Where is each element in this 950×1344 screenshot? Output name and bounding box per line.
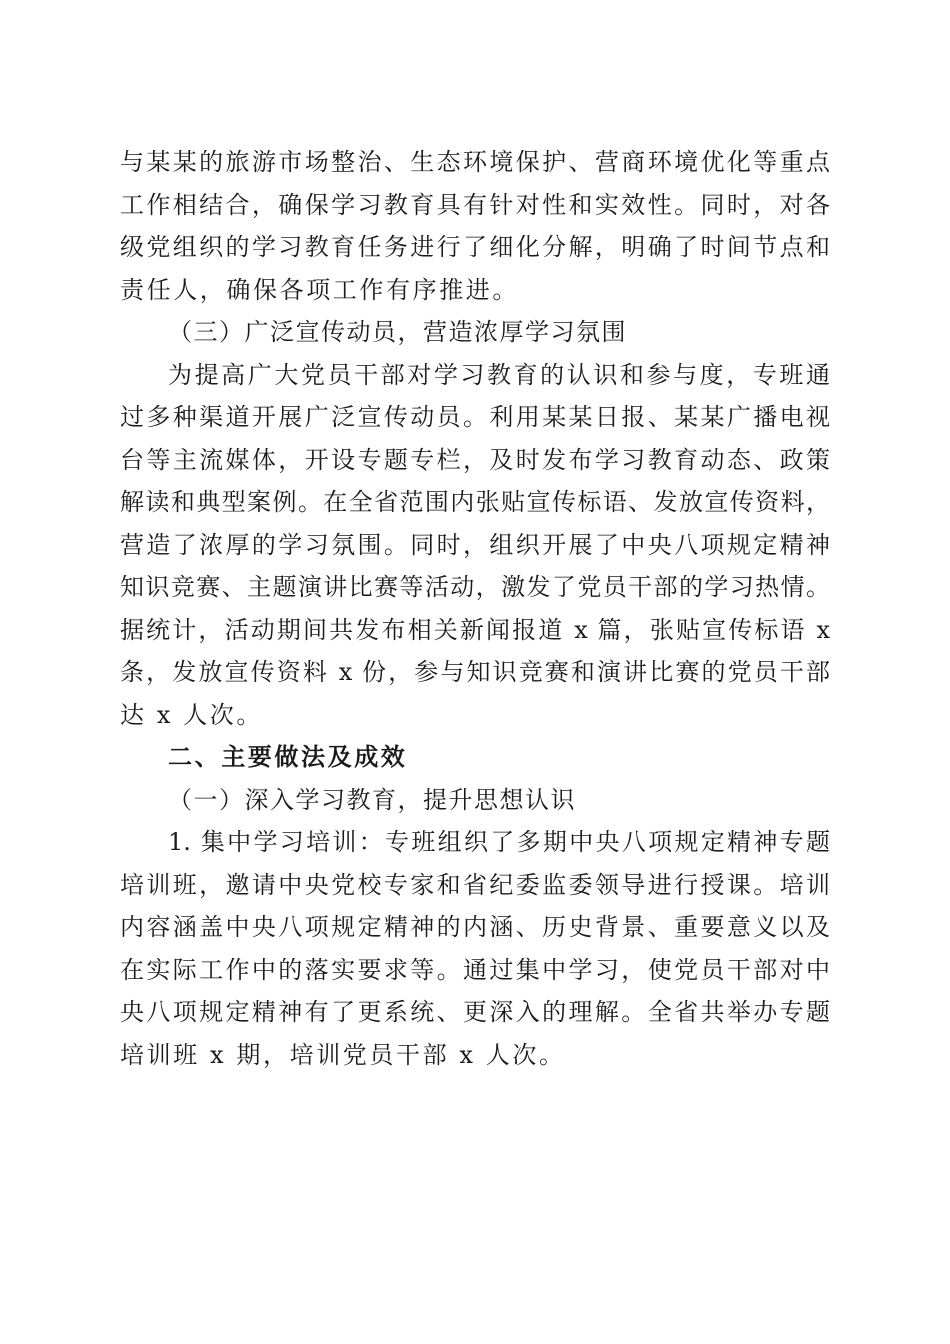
paragraph-line: 过多种渠道开展广泛宣传动员。利用某某日报、某某广播电视 xyxy=(120,403,830,431)
paragraph-line: 责任人，确保各项工作有序推进。 xyxy=(120,275,519,304)
paragraph-line: 解读和典型案例。在全省范围内张贴宣传标语、发放宣传资料， xyxy=(120,488,830,516)
paragraph-line: 在实际工作中的落实要求等。通过集中学习，使党员干部对中 xyxy=(120,955,830,984)
section-2-heading: 二、主要做法及成效 xyxy=(168,743,408,771)
paragraph-line: 工作相结合，确保学习教育具有针对性和实效性。同时，对各 xyxy=(120,190,830,219)
paragraph-line: 营造了浓厚的学习氛围。同时，组织开展了中央八项规定精神 xyxy=(120,530,830,559)
paragraph-line: 知识竞赛、主题演讲比赛等活动，激发了党员干部的学习热情。 xyxy=(120,573,830,601)
subheading-1: （一）深入学习教育，提升思想认识 xyxy=(168,785,576,814)
paragraph-line: 与某某的旅游市场整治、生态环境保护、营商环境优化等重点 xyxy=(120,148,830,176)
paragraph-line: 条，发放宣传资料 x 份，参与知识竞赛和演讲比赛的党员干部 xyxy=(120,658,830,686)
paragraph-line: 级党组织的学习教育任务进行了细化分解，明确了时间节点和 xyxy=(120,233,830,261)
paragraph-line: 据统计，活动期间共发布相关新闻报道 x 篇，张贴宣传标语 x xyxy=(120,615,830,644)
paragraph-line: 央八项规定精神有了更系统、更深入的理解。全省共举办专题 xyxy=(120,998,830,1026)
paragraph-line: 为提高广大党员干部对学习教育的认识和参与度，专班通 xyxy=(168,360,830,389)
subheading-3: （三）广泛宣传动员，营造浓厚学习氛围 xyxy=(168,318,627,346)
paragraph-line: 培训班，邀请中央党校专家和省纪委监委领导进行授课。培训 xyxy=(120,870,830,899)
paragraph-line: 台等主流媒体，开设专题专栏，及时发布学习教育动态、政策 xyxy=(120,445,830,474)
paragraph-line: 培训班 x 期，培训党员干部 x 人次。 xyxy=(120,1040,566,1069)
paragraph-line: 1. 集中学习培训：专班组织了多期中央八项规定精神专题 xyxy=(168,828,830,856)
paragraph-line: 达 x 人次。 xyxy=(120,700,263,729)
paragraph-line: 内容涵盖中央八项规定精神的内涵、历史背景、重要意义以及 xyxy=(120,913,830,941)
document-page xyxy=(120,141,830,1076)
